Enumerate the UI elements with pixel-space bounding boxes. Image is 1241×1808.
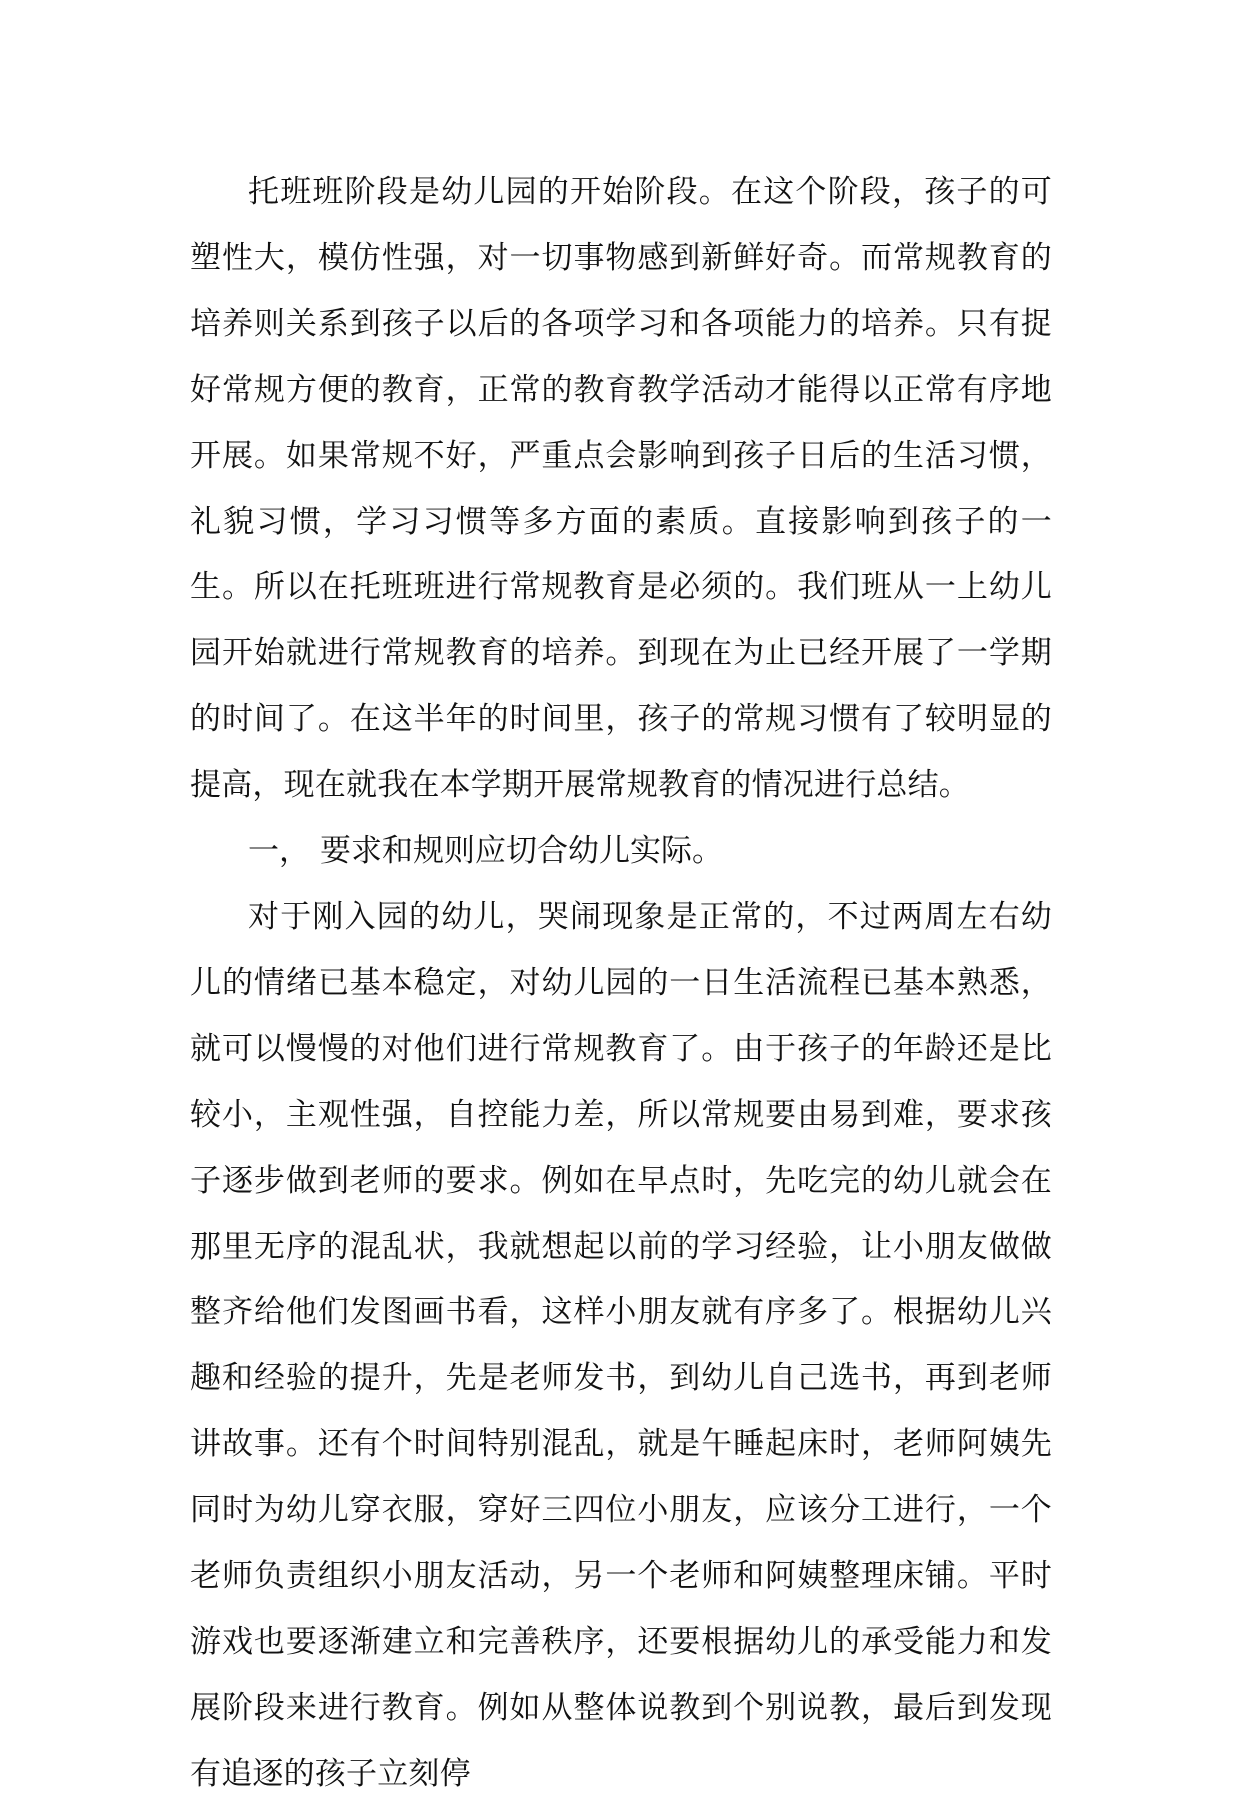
paragraph-section-1: 对于刚入园的幼儿，哭闹现象是正常的，不过两周左右幼儿的情绪已基本稳定，对幼儿园的一日生活流程已基本熟悉，就可以慢慢的对他们进行常规教育了。由于孩子的年龄还是比较小，主观性强，自控能力差，所以常规要由易到难，要求孩子逐步做到老师的要求。例如在早点时，先吃完的幼儿就会在那里无序的混乱状，我就想起以前的学习经验，让小朋友做做整齐给他们发图画书看，这样小朋友就有序多了。根据幼儿兴趣和经验的提升，先是老师发书，到幼儿自己选书，再到老师讲故事。还有个时间特别混乱，就是午睡起床时，老师阿姨先同时为幼儿穿衣服，穿好三四位小朋友，应该分工进行，一个老师负责组织小朋友活动，另一个老师和阿姨整理床铺。平时游戏也要逐渐建立和完善秩序，还要根据幼儿的承受能力和发展阶段来进行教育。例如从整体说教到个别说教，最后到发现有追逐的孩子立刻停 [190,898,1052,1792]
paragraph-intro: 托班班阶段是幼儿园的开始阶段。在这个阶段，孩子的可塑性大，模仿性强，对一切事物感到新鲜好奇。而常规教育的培养则关系到孩子以后的各项学习和各项能力的培养。只有捉好常规方便的教育，正常的教育教学活动才能得以正常有序地开展。如果常规不好，严重点会影响到孩子日后的生活习惯，礼貌习惯，学习习惯等多方面的素质。直接影响到孩子的一生。所以在托班班进行常规教育是必须的。我们班从一上幼儿园开始就进行常规教育的培养。到现在为止已经开展了一学期的时间了。在这半年的时间里，孩子的常规习惯有了较明显的提高，现在就我在本学期开展常规教育的情况进行总结。 [190,174,1052,804]
section-heading-1 [190,819,1052,885]
section-number: 一， [248,833,310,870]
document-body [190,160,1052,1808]
section-title: 要求和规则应切合幼儿实际。 [320,833,723,870]
